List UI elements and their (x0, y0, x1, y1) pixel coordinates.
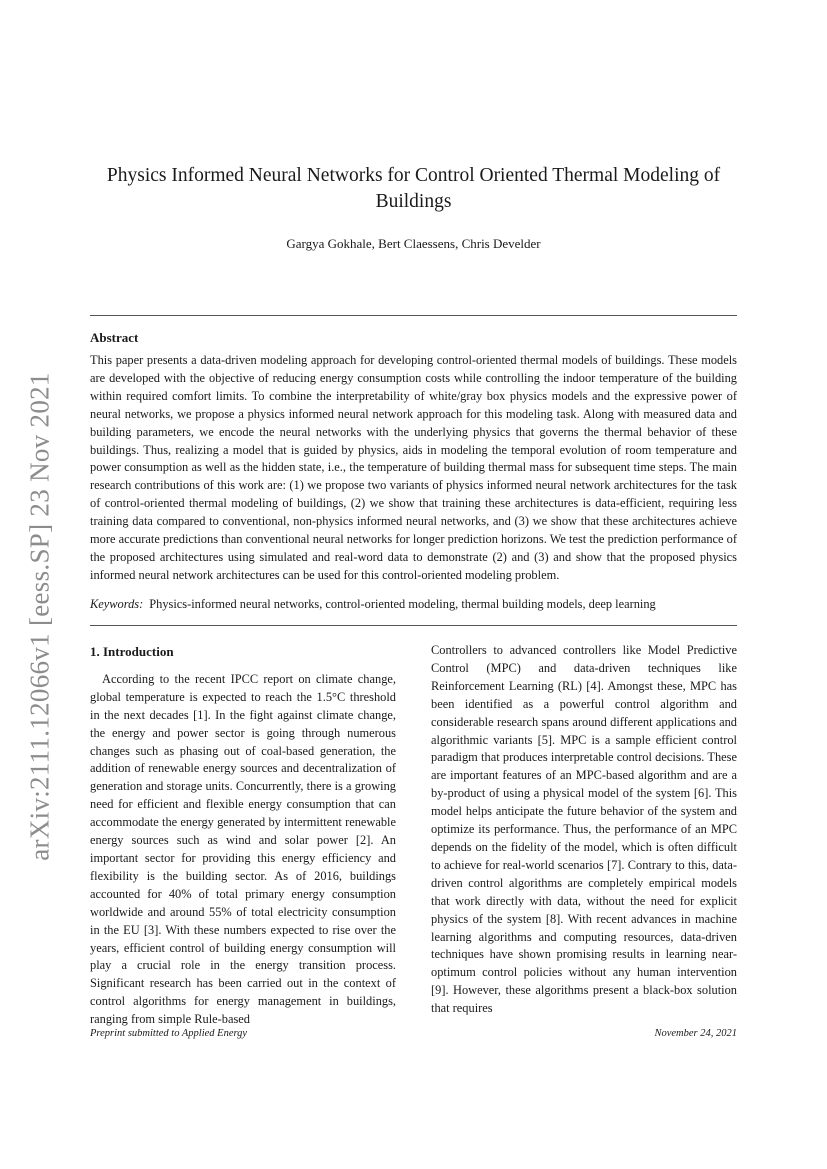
paper-title: Physics Informed Neural Networks for Control Oriented Thermal Modeling of Buildings (106, 165, 721, 212)
author-list: Gargya Gokhale, Bert Claessens, Chris Develder (286, 236, 541, 251)
arxiv-identifier-stamp (20, 356, 60, 876)
abstract-top-rule (90, 315, 737, 316)
abstract-heading: Abstract (90, 330, 139, 345)
left-column (90, 643, 396, 1029)
keywords-label: Keywords: (90, 597, 144, 611)
footer-submission-note: Preprint submitted to Applied Energy (90, 1028, 248, 1039)
introduction-heading: 1. Introduction (90, 644, 174, 659)
abstract-body: This paper presents a data-driven modeling approach for developing control-oriented thermal models of buildings. These models are developed with the objective of reducing energy consumption costs while controlling the indoor temperature of the building within required comfort limits. To combine the interpretability of white/gray box physics models and the expressive power of neural networks, we propose a physics informed neural network approach for this modeling task. Along with measured data and building parameters, we encode the neural networks with the underlying physics that governs the thermal behavior of these buildings. Thus, realizing a model that is guided by physics, aids in modeling the temporal evolution of room temperature and power consumption as well as the hidden state, i.e., the temperature of building thermal mass for subsequent time steps. The main research contributions of this work are: (1) we propose two variants of physics informed neural network architectures for the task of control-oriented thermal modeling of buildings, (2) we show that training these architectures is data-efficient, requiring less training data compared to conventional, non-physics informed neural networks, and (3) we show that these architectures achieve more accurate predictions than conventional neural networks for longer prediction horizons. We test the prediction performance of the proposed architectures using simulated and real-word data to demonstrate (2) and (3) and show that the proposed physics informed neural network architectures can be used for this control-oriented modeling problem. (90, 353, 737, 582)
keywords-text: Physics-informed neural networks, control-oriented modeling, thermal building models, deep learning (149, 597, 656, 611)
footer-date: November 24, 2021 (654, 1028, 737, 1039)
arxiv-identifier-text: arXiv:2111.12066v1 [eess.SP] 23 Nov 2021 (24, 371, 55, 861)
introduction-continuation: Controllers to advanced controllers like Model Predictive Control (MPC) and data-driven techniques like Reinforcement Learning (RL) [4]. Amongst these, MPC has been identified as a powerful control algorithm and considerable research spans around different applications and algorithmic variants [5]. MPC is a sample efficient control paradigm that produces interpretable control decisions. These are important features of an MPC-based algorithm and are a by-product of using a physical model of the system [6]. This model helps anticipate the future behavior of the system and optimize its performance. Thus, the performance of an MPC depends on the fidelity of the model, which is often difficult to achieve for real-world scenarios [7]. Contrary to this, data-driven control algorithms are completely empirical models that work directly with data, without the need for explicit physics of the system [8]. With recent advances in machine learning algorithms and computing resources, data-driven techniques have shown promising results in learning near-optimum control policies without any human intervention [9]. However, these algorithms present a black-box solution that requires (431, 643, 737, 1016)
keywords-line (90, 597, 737, 612)
abstract-bottom-rule (90, 625, 737, 626)
introduction-paragraph: According to the recent IPCC report on climate change, global temperature is expected to reach the 1.5°C threshold in the next decades [1]. In the fight against climate change, the energy and power sector is going through numerous changes such as phasing out of coal-based generation, the addition of renewable energy sources and decentralization of generation and storage units. Concurrently, there is a growing need for efficient and flexible energy consumption that can accommodate the energy generated by intermittent renewable energy sources such as wind and solar power [2]. An important sector for providing this energy efficiency and flexibility is the building sector. As of 2016, buildings accounted for 40% of total primary energy consumption worldwide and around 55% of total electricity consumption in the EU [3]. With these numbers expected to rise over the years, efficient control of building energy consumption will play a crucial role in the energy transition process. Significant research has been carried out in the context of control algorithms for energy management in buildings, ranging from simple Rule-based (90, 671, 396, 1027)
right-column (431, 642, 737, 1018)
